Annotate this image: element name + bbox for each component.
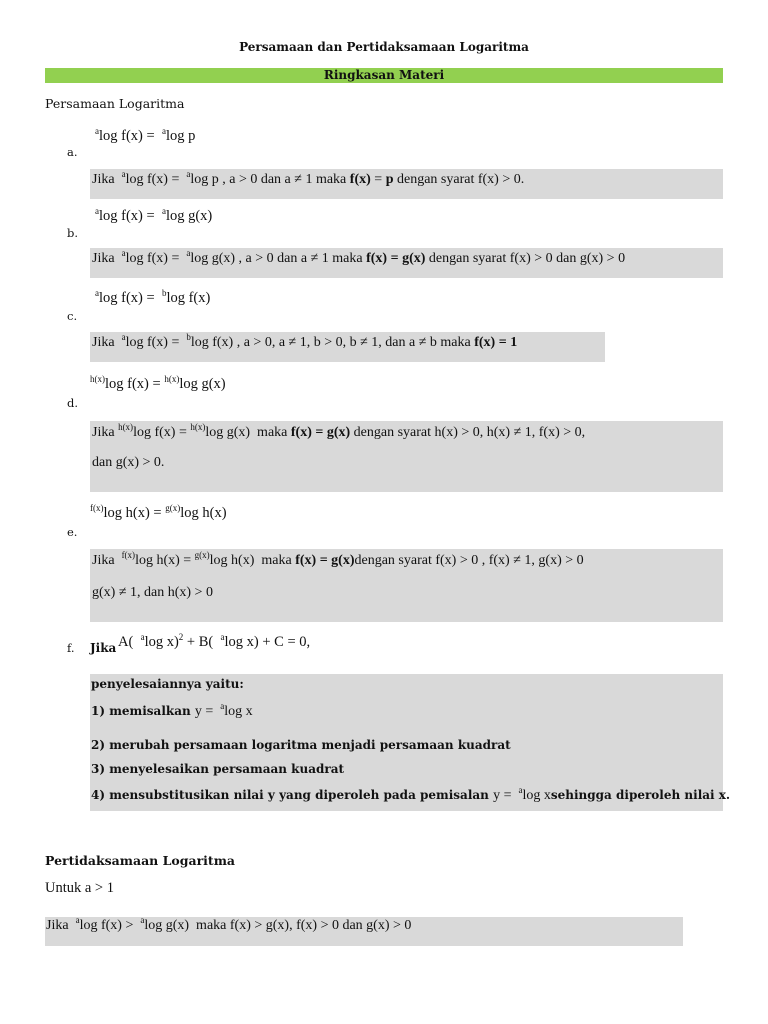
step-4-text-b: sehingga diperoleh nilai x. <box>550 788 731 802</box>
condition-box-d <box>90 421 723 492</box>
formula-c: $^a$log f(x) = $^b$log f(x) <box>95 288 211 306</box>
condition-c: Jika $^a$log f(x) = $^b$log f(x) , a > 0, a ≠ 1, b > 0, b ≠ 1, dan a ≠ b maka f(x) = 1 <box>92 332 518 350</box>
label-c: c. <box>67 309 78 323</box>
condition-ineq: Jika $^a$log f(x) > $^a$log g(x) maka f(x) > g(x), f(x) > 0 dan g(x) > 0 <box>46 915 412 933</box>
label-a: a. <box>67 145 78 159</box>
step-4-formula: y = $^a$log x <box>493 785 551 803</box>
step-1 <box>91 701 253 720</box>
condition-e-line1: Jika $^{f(x)}$log h(x) = $^{g(x)}$log h(x) maka f(x) = g(x)dengan syarat f(x) > 0 , f(x) ≠ 1, g(x) > 0 <box>92 550 584 568</box>
step-2: 2) merubah persamaan logaritma menjadi persamaan kuadrat <box>91 738 511 752</box>
section-heading-pertidaksamaan: Pertidaksamaan Logaritma <box>45 853 236 868</box>
step-4-text-a: 4) mensubstitusikan nilai y yang diperoleh pada pemisalan <box>91 788 489 802</box>
condition-b: Jika $^a$log f(x) = $^a$log g(x) , a > 0 dan a ≠ 1 maka f(x) = g(x) dengan syarat f(x) > 0 dan g(x) > 0 <box>92 248 626 266</box>
condition-d-line1: Jika $^{h(x)}$log f(x) = $^{h(x)}$log g(x) maka f(x) = g(x) dengan syarat h(x) > 0, h(x) ≠ 1, f(x) > 0, <box>92 422 586 440</box>
step-1-text: 1) memisalkan <box>91 704 191 718</box>
step-3: 3) menyelesaikan persamaan kuadrat <box>91 762 345 776</box>
formula-f: A( $^a$log x)$^2$ + B( $^a$log x) + C = 0, <box>118 632 311 650</box>
condition-box-e <box>90 549 723 622</box>
condition-box-c <box>90 332 605 362</box>
formula-d: $^{h(x)}$log f(x) = $^{h(x)}$log g(x) <box>90 374 226 392</box>
condition-d-line2: dan g(x) > 0. <box>92 455 165 470</box>
formula-a: $^a$log f(x) = $^a$log p <box>95 126 196 144</box>
step-4 <box>91 785 731 804</box>
condition-box-ineq <box>45 917 683 946</box>
label-f: f. <box>67 641 75 655</box>
formula-b: $^a$log f(x) = $^a$log g(x) <box>95 206 213 224</box>
step-1-formula: y = $^a$log x <box>194 701 253 719</box>
formula-e: $^{f(x)}$log h(x) = $^{g(x)}$log h(x) <box>90 503 227 521</box>
condition-e-line2: g(x) ≠ 1, dan h(x) > 0 <box>92 585 213 600</box>
label-b: b. <box>67 226 79 240</box>
condition-a: Jika $^a$log f(x) = $^a$log p , a > 0 dan a ≠ 1 maka f(x) = p dengan syarat f(x) > 0. <box>92 169 525 187</box>
condition-box-a <box>90 169 723 199</box>
document-title: Persamaan dan Pertidaksamaan Logaritma <box>239 40 529 54</box>
label-d: d. <box>67 396 79 410</box>
steps-intro: penyelesaiannya yaitu: <box>91 677 244 691</box>
section-heading-persamaan: Persamaan Logaritma <box>45 96 185 111</box>
condition-box-b <box>90 248 723 278</box>
section-band: Ringkasan Materi <box>45 68 723 83</box>
jika-f: Jika <box>90 641 117 655</box>
label-e: e. <box>67 525 78 539</box>
case-a-greater-1: Untuk a > 1 <box>45 880 114 896</box>
